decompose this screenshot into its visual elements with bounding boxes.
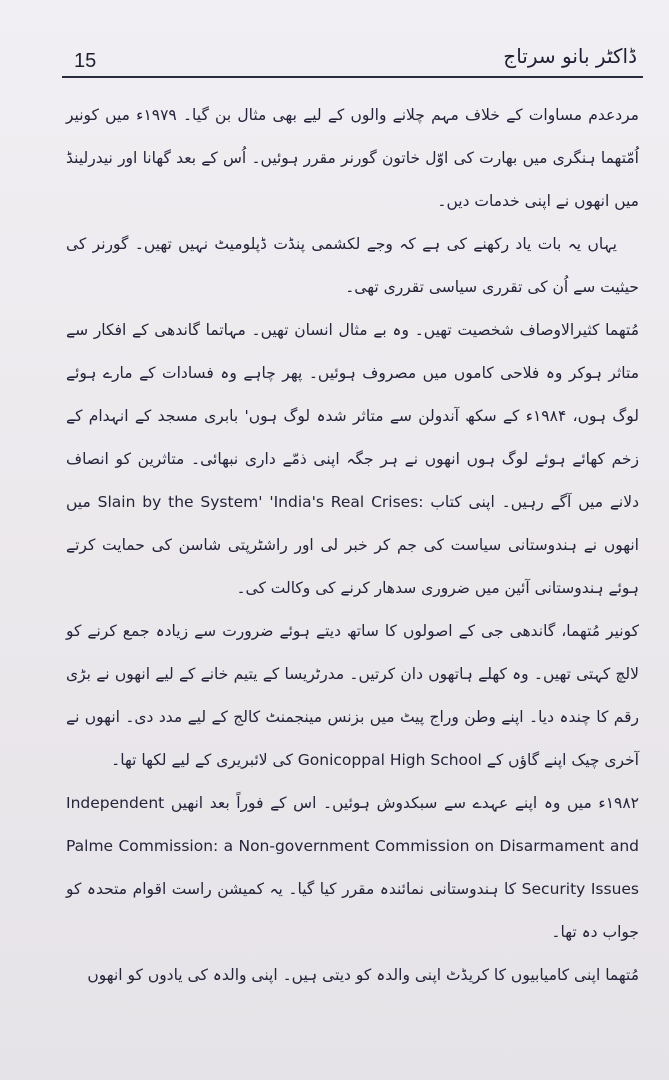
paragraph-3: مُتھما کثیرالاوصاف شخصیت تھیں۔ وہ بے مثال انسان تھیں۔ مہاتما گاندھی کے افکار سے متاثر ہوکر وہ فلاحی کاموں میں مصروف ہوئیں۔ پھر چاہے وہ فسادات کے مارے ہوئے لوگ ہوں، ۱۹۸۴ء کے سکھ آندولن سے متاثر شدہ لوگ ہوں' بابری مسجد کے انہدام کے زخم کھائے ہوئے لوگ ہوں انھوں نے ہر جگہ اپنی ذمّے داری نبھائی۔ متاثرین کو انصاف دلانے میں آگے رہیں۔ اپنی کتاب :Slain by the System' 'India's Real Crises میں انھوں نے ہندوستانی سیاست کی جم کر خبر لی اور راشٹرپتی شاسن کی حمایت کرتے ہوئے ہندوستانی آئین میں ضروری سدھار کرنے کی وکالت کی۔: [66, 321, 639, 597]
page-number: 15: [74, 50, 97, 72]
paragraph-1: مردعدم مساوات کے خلاف مہم چلانے والوں کے لیے بھی مثال بن گیا۔ ۱۹۷۹ء میں کونیر اُمّتھما ہنگری میں بھارت کی اوّل خاتون گورنر مقرر ہوئیں۔ اُس کے بعد گھانا اور نیدرلینڈ میں انھوں نے اپنی خدمات دیں۔: [66, 106, 639, 210]
paragraph-5: ۱۹۸۲ء میں وہ اپنے عہدے سے سبکدوش ہوئیں۔ اس کے فوراً بعد انھیں Independent Palme Commission: a Non-government Commission on Disarmament and Security Issues کا ہندوستانی نمائندہ مقرر کیا گیا۔ یہ کمیشن راست اقوام متحدہ کو جواب دہ تھا۔: [66, 794, 640, 941]
paragraph-2: یہاں یہ بات یاد رکھنے کی ہے کہ وجے لکشمی پنڈت ڈپلومیٹ نہیں تھیں۔ گورنر کی حیثیت سے اُن کی تقرری سیاسی تقرری تھی۔: [66, 235, 639, 296]
paragraph-4: کونیر مُتھما، گاندھی جی کے اصولوں کا ساتھ دیتے ہوئے ضرورت سے زیادہ جمع کرنے کو لالچ کہتی تھیں۔ وہ کھلے ہاتھوں دان کرتیں۔ مدرٹریسا کے یتیم خانے کے لیے انھوں نے بڑی رقم کا چندہ دیا۔ اپنے وطن وراج پیٹ میں بزنس مینجمنٹ کالج کے لیے مدد دی۔ انھوں نے آخری چیک اپنے گاؤں کے Gonicoppal High School کی لائبریری کے لیے لکھا تھا۔: [66, 622, 639, 769]
header-rule: [62, 76, 643, 78]
page-header: [62, 40, 643, 80]
body-text: [66, 94, 639, 1060]
paragraph-6: مُتھما اپنی کامیابیوں کا کریڈٹ اپنی والدہ کو دیتی ہیں۔ اپنی والدہ کی یادوں کو انھوں: [87, 966, 639, 984]
running-title: ڈاکٹر بانو سرتاج: [503, 44, 637, 68]
